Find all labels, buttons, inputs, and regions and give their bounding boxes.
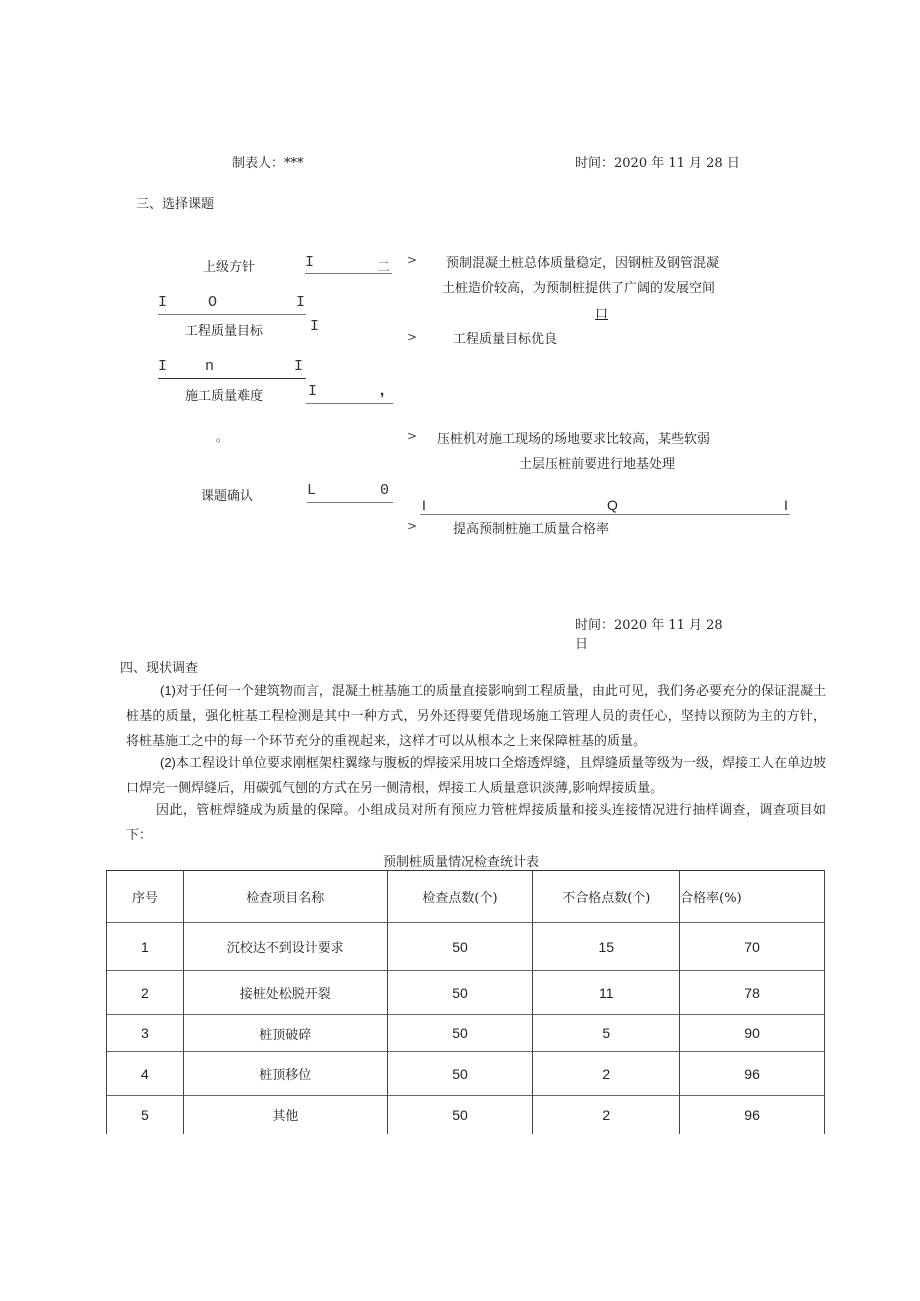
diagram-glyph: I xyxy=(158,294,168,311)
time-label: 时间：2020 年 11 月 28 日 xyxy=(575,156,740,171)
diagram-label-quality-goal: 工程质量目标 xyxy=(185,324,264,339)
diagram-glyph: 0 xyxy=(380,482,390,499)
paragraph-1 xyxy=(126,678,826,754)
diagram-line xyxy=(158,378,306,379)
paragraph-text: 因此，管桩焊缝成为质量的保障。小组成员对所有预应力管桩焊接质量和接头连接情况进行抽样调查，调查项目如下： xyxy=(126,803,826,843)
diagram-item-3-line1: 压桩机对施工现场的场地要求比较高，某些软弱 xyxy=(437,432,711,447)
preparer-label: 制表人：*** xyxy=(232,156,304,171)
cell-index: 1 xyxy=(107,923,184,971)
cell-pass-rate: 70 xyxy=(680,923,825,971)
cell-failed-points: 2 xyxy=(533,1096,680,1134)
header-cell-failed-points: 不合格点数(个) xyxy=(533,871,680,923)
diagram-label-policy: 上级方针 xyxy=(203,260,256,275)
cell-pass-rate: 96 xyxy=(680,1096,825,1134)
time-label-2-day: 日 xyxy=(575,637,589,652)
cell-index: 2 xyxy=(107,971,184,1015)
cell-item-name: 桩顶移位 xyxy=(183,1052,387,1096)
diagram-line xyxy=(306,403,393,404)
paragraph-number: (1) xyxy=(160,683,176,698)
cell-failed-points: 2 xyxy=(533,1052,680,1096)
paragraph-number: (2) xyxy=(160,755,176,770)
paragraph-text: 本工程设计单位要求刚框架柱翼缘与腹板的焊接采用坡口全熔透焊缝，且焊缝质量等级为一级，焊接工人在单边坡口焊完一侧焊缝后，用碳弧气刨的方式在另一侧清根，焊接工人质量意识淡薄,影响焊接质量。 xyxy=(126,756,826,796)
diagram-glyph: O xyxy=(208,294,218,311)
table-row xyxy=(107,1015,825,1052)
arrow-icon: > xyxy=(407,253,418,267)
cell-index: 5 xyxy=(107,1096,184,1134)
table-row xyxy=(107,1052,825,1096)
cell-failed-points: 5 xyxy=(533,1015,680,1052)
cell-pass-rate: 96 xyxy=(680,1052,825,1096)
diagram-glyph: 二 xyxy=(377,260,391,275)
diagram-glyph: I xyxy=(158,358,168,375)
diagram-line xyxy=(420,514,790,515)
cell-failed-points: 15 xyxy=(533,923,680,971)
diagram-line xyxy=(305,273,392,274)
diagram-item-1-line2: 土桩造价较高，为预制桩提供了广阔的发展空间 xyxy=(442,281,716,296)
cell-check-points: 50 xyxy=(387,971,533,1015)
cell-index: 4 xyxy=(107,1052,184,1096)
diagram-glyph: L xyxy=(307,482,317,499)
paragraph-text: 对于任何一个建筑物而言，混凝土桩基施工的质量直接影响到工程质量，由此可见，我们务必要充分的保证混凝土桩基的质量，强化桩基工程检测是其中一种方式，另外还得要凭借现场施工管理人员的责任心，坚持以预防为主的方针，将桩基施工之中的每一个环节充分的重视起来，这样才可以从根本之上来保障桩基的质量。 xyxy=(126,684,826,749)
arrow-icon: > xyxy=(407,519,418,533)
diagram-glyph: I xyxy=(310,318,320,335)
time-label-2: 时间：2020 年 11 月 28 xyxy=(575,618,723,633)
table-row xyxy=(107,923,825,971)
cell-failed-points: 11 xyxy=(533,971,680,1015)
diagram-line xyxy=(307,502,393,503)
section-title-status-survey: 四、现状调查 xyxy=(120,661,199,676)
table-caption: 预制桩质量情况检查统计表 xyxy=(383,855,540,870)
arrow-icon: > xyxy=(407,429,418,443)
diagram-glyph: I xyxy=(784,497,788,513)
cell-check-points: 50 xyxy=(387,1096,533,1134)
header-cell-check-points: 检查点数(个) xyxy=(387,871,533,923)
cell-pass-rate: 78 xyxy=(680,971,825,1015)
diagram-dot: 。 xyxy=(216,430,229,444)
cell-item-name: 接桩处松脱开裂 xyxy=(183,971,387,1015)
diagram-item-4: 提高预制桩施工质量合格率 xyxy=(453,522,610,537)
cell-index: 3 xyxy=(107,1015,184,1052)
cell-item-name: 沉校达不到设计要求 xyxy=(183,923,387,971)
diagram-glyph: Q xyxy=(607,497,618,513)
table-row xyxy=(107,1096,825,1134)
diagram-glyph: I xyxy=(296,294,306,311)
diagram-glyph: n xyxy=(205,358,215,375)
header-cell-item-name: 检查项目名称 xyxy=(183,871,387,923)
cell-item-name: 桩顶破碎 xyxy=(183,1015,387,1052)
cell-item-name: 其他 xyxy=(183,1096,387,1134)
inspection-stats-table xyxy=(106,870,825,1134)
diagram-item-2: 工程质量目标优良 xyxy=(453,332,558,347)
diagram-glyph: I xyxy=(305,254,315,271)
diagram-label-confirm: 课题确认 xyxy=(201,489,254,504)
paragraph-3 xyxy=(126,798,826,848)
diagram-label-difficulty: 施工质量难度 xyxy=(185,389,264,404)
diagram-glyph: , xyxy=(380,382,385,399)
header-cell-pass-rate: 合格率(%) xyxy=(680,871,825,923)
diagram-item-1-line1: 预制混凝土桩总体质量稳定，因钢桩及钢管混凝 xyxy=(446,256,720,271)
cell-check-points: 50 xyxy=(387,923,533,971)
paragraph-2 xyxy=(126,750,826,801)
diagram-glyph: I xyxy=(308,383,318,400)
cell-check-points: 50 xyxy=(387,1015,533,1052)
table-header-row xyxy=(107,871,825,923)
cell-pass-rate: 90 xyxy=(680,1015,825,1052)
arrow-icon: > xyxy=(407,330,418,344)
diagram-box-char: 口 xyxy=(595,307,609,322)
table-row xyxy=(107,971,825,1015)
diagram-item-3-line2: 土层压桩前要进行地基处理 xyxy=(519,457,676,472)
diagram-line xyxy=(158,314,306,315)
section-title-select-topic: 三、选择课题 xyxy=(136,197,215,212)
diagram-glyph: I xyxy=(422,497,426,513)
cell-check-points: 50 xyxy=(387,1052,533,1096)
diagram-glyph: I xyxy=(294,358,304,375)
header-cell-index: 序号 xyxy=(107,871,184,923)
